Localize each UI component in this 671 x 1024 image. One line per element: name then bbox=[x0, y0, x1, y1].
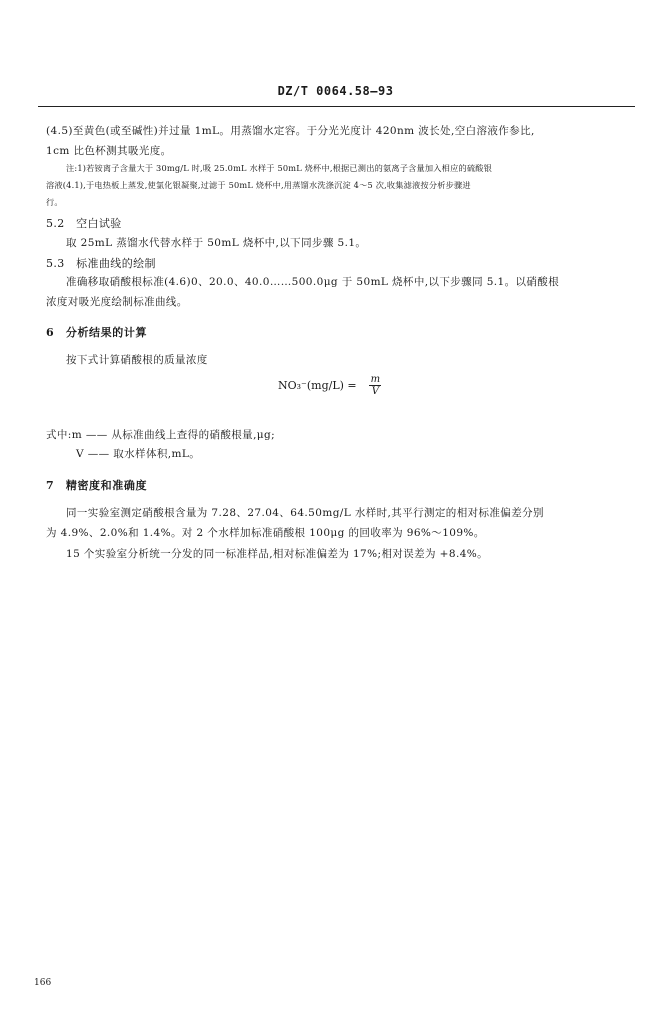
formula-lhs: NO₃⁻(mg/L) = bbox=[278, 379, 357, 392]
note-line-3: 行。 bbox=[46, 197, 63, 207]
step-text-line-1: (4.5)至黄色(或至碱性)并过量 1mL。用蒸馏水定容。于分光光度计 420nm 波长处,空白溶液作参比, bbox=[46, 125, 535, 137]
formula-numerator: m bbox=[370, 374, 381, 385]
section-7-heading: 7 精密度和准确度 bbox=[46, 479, 148, 492]
formula-where-v: V —— 取水样体积,mL。 bbox=[76, 448, 201, 460]
note-line-1: 注:1)若铵离子含量大于 30mg/L 时,吸 25.0mL 水样于 50mL 烧杯中,根据已测出的氨离子含量加入相应的硫酸银 bbox=[66, 163, 493, 173]
section-7-line-3: 15 个实验室分析统一分发的同一标准样品,相对标准偏差为 17%;相对误差为 +8.4%。 bbox=[66, 548, 489, 560]
section-6-heading: 6 分析结果的计算 bbox=[46, 326, 148, 339]
section-6-intro: 按下式计算硝酸根的质量浓度 bbox=[66, 354, 208, 366]
section-7-line-1: 同一实验室测定硝酸根含量为 7.28、27.04、64.50mg/L 水样时,其平行测定的相对标准偏差分别 bbox=[66, 507, 544, 519]
concentration-formula bbox=[278, 374, 382, 397]
formula-fraction bbox=[369, 374, 382, 397]
section-5-2-heading: 5.2 空白试验 bbox=[46, 217, 122, 230]
section-5-3-line-2: 浓度对吸光度绘制标准曲线。 bbox=[46, 296, 188, 308]
section-5-2-text: 取 25mL 蒸馏水代替水样于 50mL 烧杯中,以下同步骤 5.1。 bbox=[66, 237, 367, 249]
section-5-3-heading: 5.3 标准曲线的绘制 bbox=[46, 257, 156, 270]
section-5-3-line-1: 准确移取硝酸根标准(4.6)0、20.0、40.0……500.0μg 于 50mL 烧杯中,以下步骤同 5.1。以硝酸根 bbox=[66, 276, 560, 288]
standard-code-header: DZ/T 0064.58—93 bbox=[277, 84, 394, 98]
step-text-line-2: 1cm 比色杯测其吸光度。 bbox=[46, 145, 172, 157]
section-7-line-2: 为 4.9%、2.0%和 1.4%。对 2 个水样加标准硝酸根 100μg 的回收率为 96%～109%。 bbox=[46, 527, 485, 539]
header-rule bbox=[38, 106, 635, 107]
formula-where-m: 式中:m —— 从标准曲线上查得的硝酸根量,μg; bbox=[46, 429, 276, 441]
note-line-2: 溶液(4.1),于电热板上蒸发,使氯化银凝聚,过滤于 50mL 烧杯中,用蒸馏水洗涤沉淀 4～5 次,收集滤液按分析步骤进 bbox=[46, 180, 471, 190]
page-number: 166 bbox=[34, 978, 52, 988]
formula-denominator: V bbox=[371, 386, 379, 397]
